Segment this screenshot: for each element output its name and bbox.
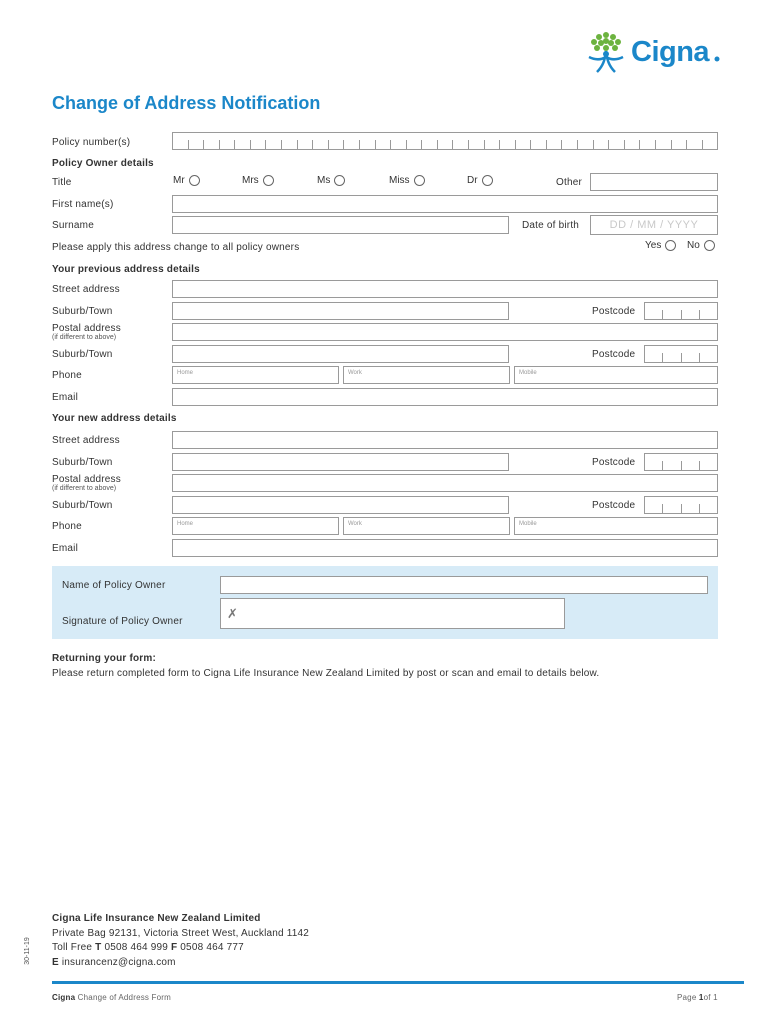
prev-postcode-input[interactable] bbox=[644, 302, 718, 320]
first-name-label: First name(s) bbox=[52, 199, 114, 210]
company-name: Cigna Life Insurance New Zealand Limited bbox=[52, 913, 261, 924]
phone-f-label: F bbox=[171, 942, 178, 953]
no-label: No bbox=[687, 240, 700, 251]
title-option-label: Mrs bbox=[242, 175, 259, 186]
new-suburb-label: Suburb/Town bbox=[52, 457, 113, 468]
new-suburb-input[interactable] bbox=[172, 453, 509, 471]
title-label: Title bbox=[52, 177, 72, 188]
new-postcode-input[interactable] bbox=[644, 453, 718, 471]
page-of: of bbox=[703, 993, 711, 1002]
new-phone-work-input[interactable] bbox=[343, 517, 510, 535]
phone-f-value: 0508 464 777 bbox=[180, 942, 244, 953]
apply-all-yes[interactable] bbox=[645, 240, 676, 251]
prev-phone-home-input[interactable] bbox=[172, 366, 339, 384]
page-indicator bbox=[677, 993, 718, 1002]
company-email-line bbox=[52, 957, 176, 968]
title-option-miss[interactable] bbox=[389, 175, 425, 186]
prev-suburb-label: Suburb/Town bbox=[52, 306, 113, 317]
new-phone-mobile-input[interactable] bbox=[514, 517, 718, 535]
digit-separators bbox=[173, 133, 717, 149]
prev-postal-label: Postal address bbox=[52, 323, 121, 334]
title-option-mr[interactable] bbox=[173, 175, 200, 186]
returning-heading: Returning your form: bbox=[52, 653, 156, 664]
new-phone-label: Phone bbox=[52, 521, 82, 532]
first-name-input[interactable] bbox=[172, 195, 718, 213]
prev-postal-input[interactable] bbox=[172, 323, 718, 341]
page-total: 1 bbox=[713, 993, 718, 1002]
phone-home-placeholder: Home bbox=[177, 521, 194, 527]
phone-home-placeholder: Home bbox=[177, 370, 194, 376]
radio-button[interactable] bbox=[414, 175, 425, 186]
email-e-label: E bbox=[52, 957, 59, 968]
new-address-heading: Your new address details bbox=[52, 413, 177, 424]
other-label: Other bbox=[556, 177, 583, 188]
phone-t-label: T bbox=[95, 942, 102, 953]
footer-form-title: Change of Address Form bbox=[77, 993, 172, 1002]
radio-button[interactable] bbox=[189, 175, 200, 186]
prev-street-input[interactable] bbox=[172, 280, 718, 298]
yes-label: Yes bbox=[645, 240, 662, 251]
new-suburb2-label: Suburb/Town bbox=[52, 500, 113, 511]
digit-separators bbox=[645, 303, 717, 319]
digit-separators bbox=[645, 346, 717, 362]
radio-button[interactable] bbox=[334, 175, 345, 186]
prev-postcode-label: Postcode bbox=[592, 306, 636, 317]
brand-name: Cigna bbox=[631, 36, 710, 68]
title-option-label: Ms bbox=[317, 175, 331, 186]
phone-t-value: 0508 464 999 bbox=[104, 942, 169, 953]
cigna-logo bbox=[583, 30, 723, 78]
title-option-label: Miss bbox=[389, 175, 410, 186]
footer-form-name bbox=[52, 993, 171, 1002]
radio-button[interactable] bbox=[482, 175, 493, 186]
new-postal-input[interactable] bbox=[172, 474, 718, 492]
signature-mark-icon: ✗ bbox=[227, 606, 238, 621]
digit-separators bbox=[645, 497, 717, 513]
policy-number-input[interactable] bbox=[172, 132, 718, 150]
registered-icon bbox=[714, 56, 720, 62]
new-postal-label: Postal address bbox=[52, 474, 121, 485]
form-title: Change of Address Notification bbox=[52, 93, 321, 113]
phone-mobile-placeholder: Mobile bbox=[519, 521, 537, 527]
company-phone-line bbox=[52, 942, 244, 953]
page-number: 1 bbox=[698, 993, 704, 1002]
new-street-label: Street address bbox=[52, 435, 120, 446]
returning-text: Please return completed form to Cigna Life Insurance New Zealand Limited by post or scan and email to details below. bbox=[52, 668, 600, 679]
page-prefix: Page bbox=[677, 993, 697, 1002]
owner-signature-input[interactable] bbox=[220, 598, 565, 629]
policy-number-label: Policy number(s) bbox=[52, 137, 131, 148]
new-postcode2-label: Postcode bbox=[592, 500, 636, 511]
new-street-input[interactable] bbox=[172, 431, 718, 449]
surname-label: Surname bbox=[52, 220, 94, 231]
surname-input[interactable] bbox=[172, 216, 509, 234]
radio-button[interactable] bbox=[704, 240, 715, 251]
dob-input[interactable]: DD / MM / YYYY bbox=[590, 215, 718, 235]
footer-rule bbox=[52, 981, 744, 984]
digit-separators bbox=[645, 454, 717, 470]
prev-postcode2-input[interactable] bbox=[644, 345, 718, 363]
company-address: Private Bag 92131, Victoria Street West, Auckland 1142 bbox=[52, 928, 310, 939]
prev-suburb2-label: Suburb/Town bbox=[52, 349, 113, 360]
prev-street-label: Street address bbox=[52, 284, 120, 295]
signature-panel bbox=[52, 566, 718, 639]
prev-suburb-input[interactable] bbox=[172, 302, 509, 320]
new-postcode-label: Postcode bbox=[592, 457, 636, 468]
radio-button[interactable] bbox=[263, 175, 274, 186]
phone-work-placeholder: Work bbox=[348, 370, 362, 376]
dob-label: Date of birth bbox=[522, 220, 580, 231]
owner-signature-label: Signature of Policy Owner bbox=[62, 616, 183, 627]
radio-button[interactable] bbox=[665, 240, 676, 251]
prev-postcode2-label: Postcode bbox=[592, 349, 636, 360]
phone-work-placeholder: Work bbox=[348, 521, 362, 527]
new-email-input[interactable] bbox=[172, 539, 718, 557]
apply-all-no[interactable] bbox=[687, 240, 715, 251]
prev-suburb2-input[interactable] bbox=[172, 345, 509, 363]
owner-name-label: Name of Policy Owner bbox=[62, 580, 166, 591]
footer-brand: Cigna bbox=[52, 993, 76, 1002]
title-option-mrs[interactable] bbox=[242, 175, 274, 186]
company-email: insurancenz@cigna.com bbox=[61, 957, 176, 968]
prev-email-input[interactable] bbox=[172, 388, 718, 406]
new-suburb2-input[interactable] bbox=[172, 496, 509, 514]
new-phone-home-input[interactable] bbox=[172, 517, 339, 535]
toll-free-label: Toll Free bbox=[52, 942, 93, 953]
prev-phone-label: Phone bbox=[52, 370, 82, 381]
prev-postal-sublabel: (if different to above) bbox=[52, 334, 117, 341]
new-postcode2-input[interactable] bbox=[644, 496, 718, 514]
title-option-label: Dr bbox=[467, 175, 478, 186]
owner-heading: Policy Owner details bbox=[52, 158, 154, 169]
title-option-ms[interactable] bbox=[317, 175, 345, 186]
form-version-code: 30-11-19 bbox=[24, 937, 31, 965]
previous-address-heading: Your previous address details bbox=[52, 264, 200, 275]
phone-mobile-placeholder: Mobile bbox=[519, 370, 537, 376]
title-option-label: Mr bbox=[173, 175, 185, 186]
prev-email-label: Email bbox=[52, 392, 79, 403]
other-title-input[interactable] bbox=[590, 173, 718, 191]
prev-phone-mobile-input[interactable] bbox=[514, 366, 718, 384]
new-email-label: Email bbox=[52, 543, 79, 554]
owner-name-input[interactable] bbox=[220, 576, 708, 594]
new-postal-sublabel: (if different to above) bbox=[52, 485, 117, 492]
prev-phone-work-input[interactable] bbox=[343, 366, 510, 384]
tree-of-life-icon bbox=[583, 30, 629, 76]
apply-all-label: Please apply this address change to all policy owners bbox=[52, 242, 300, 253]
title-option-dr[interactable] bbox=[467, 175, 493, 186]
